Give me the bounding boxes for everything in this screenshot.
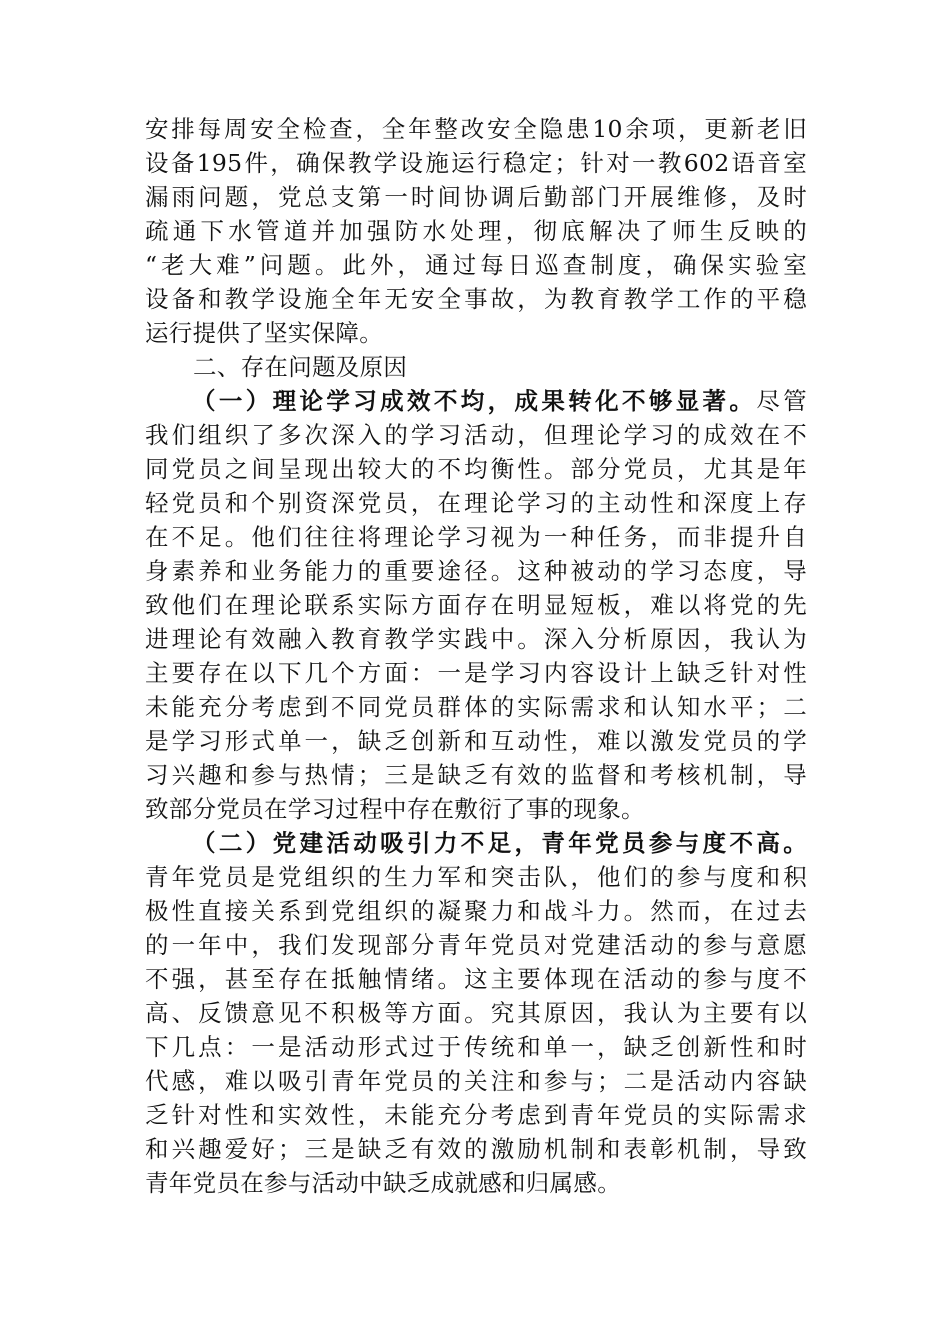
text-line: 设备195件，确保教学设施运行稳定；针对一教602语音室 xyxy=(145,149,807,177)
text-line: 致他们在理论联系实际方面存在明显短板，难以将党的先 xyxy=(145,591,807,619)
text-fragment: 尽管 xyxy=(756,387,807,415)
text-line: 疏通下水管道并加强防水处理，彻底解决了师生反映的 xyxy=(145,217,807,245)
text-line: 致部分党员在学习过程中存在敷衍了事的现象。 xyxy=(145,795,645,823)
text-line: 乏针对性和实效性，未能充分考虑到青年党员的实际需求 xyxy=(145,1101,807,1129)
text-line: 进理论有效融入教育教学实践中。深入分析原因，我认为 xyxy=(145,625,807,653)
text-line: 运行提供了坚实保障。 xyxy=(145,319,383,347)
text-line: 是学习形式单一，缺乏创新和互动性，难以激发党员的学 xyxy=(145,727,807,755)
text-line: 青年党员是党组织的生力军和突击队，他们的参与度和积 xyxy=(145,863,807,891)
subsection-2-first-line xyxy=(145,826,807,860)
section-heading: 二、存在问题及原因 xyxy=(193,353,408,381)
text-line: 不强，甚至存在抵触情绪。这主要体现在活动的参与度不 xyxy=(145,965,807,993)
paragraph-safety xyxy=(145,112,807,350)
text-line: 和兴趣爱好；三是缺乏有效的激励机制和表彰机制，导致 xyxy=(145,1135,807,1163)
text-line: 习兴趣和参与热情；三是缺乏有效的监督和考核机制，导 xyxy=(145,761,807,789)
subsection-1 xyxy=(145,384,807,826)
text-line: 同党员之间呈现出较大的不均衡性。部分党员，尤其是年 xyxy=(145,455,807,483)
subsection-2-title: （二）党建活动吸引力不足，青年党员参与度不高。 xyxy=(192,829,807,857)
subsection-1-first-line xyxy=(145,384,807,418)
text-line: 高、反馈意见不积极等方面。究其原因，我认为主要有以 xyxy=(145,999,807,1027)
text-line: 主要存在以下几个方面：一是学习内容设计上缺乏针对性 xyxy=(145,659,807,687)
text-line: “老大难”问题。此外，通过每日巡查制度，确保实验室 xyxy=(145,251,807,279)
text-line: 漏雨问题，党总支第一时间协调后勤部门开展维修，及时 xyxy=(145,183,807,211)
text-line: 下几点：一是活动形式过于传统和单一，缺乏创新性和时 xyxy=(145,1033,807,1061)
text-line: 身素养和业务能力的重要途径。这种被动的学习态度，导 xyxy=(145,557,807,585)
text-line: 在不足。他们往往将理论学习视为一种任务，而非提升自 xyxy=(145,523,807,551)
text-line: 代感，难以吸引青年党员的关注和参与；二是活动内容缺 xyxy=(145,1067,807,1095)
subsection-1-title: （一）理论学习成效不均，成果转化不够显著。 xyxy=(192,387,757,415)
text-line: 设备和教学设施全年无安全事故，为教育教学工作的平稳 xyxy=(145,285,807,313)
text-line: 安排每周安全检查，全年整改安全隐患10余项，更新老旧 xyxy=(145,115,807,143)
text-line: 未能充分考虑到不同党员群体的实际需求和认知水平；二 xyxy=(145,693,807,721)
text-line: 我们组织了多次深入的学习活动，但理论学习的成效在不 xyxy=(145,421,807,449)
subsection-2 xyxy=(145,826,807,1200)
text-line: 青年党员在参与活动中缺乏成就感和归属感。 xyxy=(145,1169,621,1197)
document-page xyxy=(145,112,807,1200)
text-line: 的一年中，我们发现部分青年党员对党建活动的参与意愿 xyxy=(145,931,807,959)
text-line: 轻党员和个别资深党员，在理论学习的主动性和深度上存 xyxy=(145,489,807,517)
text-line: 极性直接关系到党组织的凝聚力和战斗力。然而，在过去 xyxy=(145,897,807,925)
